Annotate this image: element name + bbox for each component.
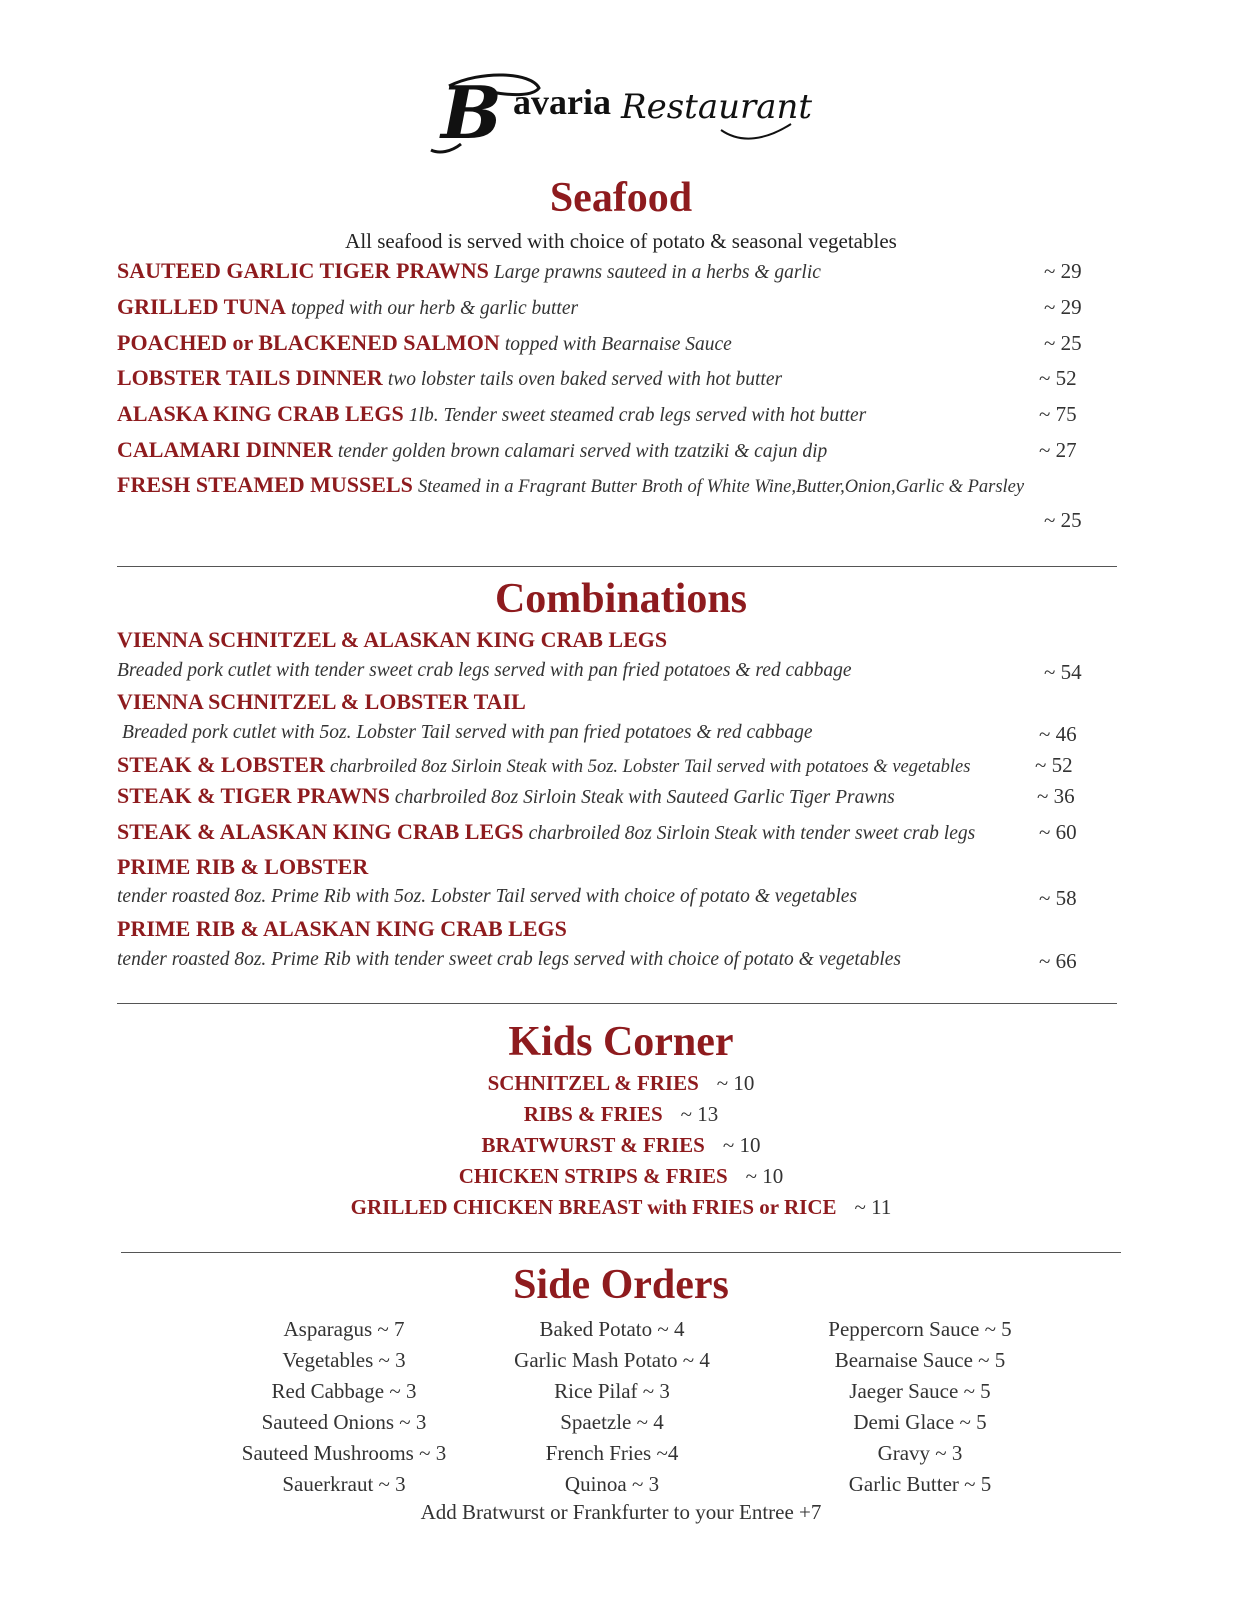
item-description: charbroiled 8oz Sirloin Steak with tender sweet crab legs (528, 823, 976, 844)
item-name: SCHNITZEL & FRIES (487, 1071, 699, 1095)
seafood-item (117, 401, 1117, 431)
item-name: CHICKEN STRIPS & FRIES (458, 1164, 728, 1188)
item-name: VIENNA SCHNITZEL & ALASKAN KING CRAB LEGS (117, 627, 668, 652)
item-description: Large prawns sauteed in a herbs & garlic (493, 262, 821, 283)
seafood-item (117, 258, 1117, 288)
item-price: ~ 66 (1039, 949, 1077, 973)
seafood-item (117, 294, 1117, 324)
side-item: Jaeger Sauce ~ 5 (849, 1379, 991, 1403)
seafood-item (117, 472, 1117, 532)
item-price: ~ 75 (1039, 402, 1077, 426)
side-item: Sauteed Onions ~ 3 (261, 1410, 427, 1434)
section-divider (117, 1003, 1117, 1004)
item-name: VIENNA SCHNITZEL & LOBSTER TAIL (117, 689, 526, 714)
item-description: tender roasted 8oz. Prime Rib with 5oz. Lobster Tail served with choice of potato & vegetables (117, 886, 858, 907)
side-item: French Fries ~4 (545, 1441, 679, 1465)
item-price: ~ 36 (1037, 784, 1075, 808)
item-name: ALASKA KING CRAB LEGS (117, 401, 404, 426)
item-price: ~ 60 (1039, 820, 1077, 844)
item-price: ~ 25 (1044, 508, 1082, 532)
seafood-item (117, 437, 1117, 467)
combination-item (117, 854, 1117, 884)
combination-item (117, 819, 1117, 849)
combination-item (117, 627, 1117, 657)
item-name: FRESH STEAMED MUSSELS (117, 472, 413, 497)
item-price: ~ 46 (1039, 722, 1077, 746)
side-item: Quinoa ~ 3 (564, 1472, 660, 1496)
item-price: ~ 10 (722, 1133, 761, 1157)
kids-item (0, 1164, 1242, 1189)
side-item: Vegetables ~ 3 (282, 1348, 406, 1372)
kids-corner-heading: Kids Corner (508, 1019, 734, 1065)
item-price: ~ 10 (745, 1164, 784, 1188)
item-name: GRILLED TUNA (117, 294, 286, 319)
kids-item (0, 1102, 1242, 1127)
section-divider (121, 1252, 1121, 1253)
side-item: Baked Potato ~ 4 (539, 1317, 685, 1341)
item-price: ~ 11 (854, 1195, 892, 1219)
side-item: Sauerkraut ~ 3 (282, 1472, 406, 1496)
item-price: ~ 52 (1035, 753, 1073, 777)
side-orders-column (452, 1314, 772, 1500)
side-item: Peppercorn Sauce ~ 5 (828, 1317, 1012, 1341)
side-item: Bearnaise Sauce ~ 5 (834, 1348, 1006, 1372)
side-item: Spaetzle ~ 4 (560, 1410, 664, 1434)
item-price: ~ 52 (1039, 366, 1077, 390)
item-price: ~ 10 (716, 1071, 755, 1095)
item-name: STEAK & LOBSTER (117, 752, 325, 777)
item-description: tender roasted 8oz. Prime Rib with tender sweet crab legs served with choice of potato & vegetables (117, 949, 902, 970)
item-price: ~ 29 (1044, 295, 1082, 319)
item-name: STEAK & ALASKAN KING CRAB LEGS (117, 819, 524, 844)
seafood-item (117, 365, 1117, 395)
item-name: BRATWURST & FRIES (481, 1133, 705, 1157)
item-description: topped with our herb & garlic butter (291, 298, 579, 319)
restaurant-logo (0, 66, 1242, 158)
item-description: charbroiled 8oz Sirloin Steak with Sauteed Garlic Tiger Prawns (394, 787, 895, 808)
item-name: SAUTEED GARLIC TIGER PRAWNS (117, 258, 489, 283)
kids-item (0, 1133, 1242, 1158)
item-price: ~ 25 (1044, 331, 1082, 355)
item-name: LOBSTER TAILS DINNER (117, 365, 383, 390)
item-price: ~ 29 (1044, 259, 1082, 283)
kids-item (0, 1071, 1242, 1096)
combination-item (117, 689, 1117, 719)
add-on-note: Add Bratwurst or Frankfurter to your Entree +7 (420, 1500, 822, 1524)
side-item: Demi Glace ~ 5 (853, 1410, 987, 1434)
item-name: GRILLED CHICKEN BREAST with FRIES or RICE (350, 1195, 837, 1219)
side-item: Asparagus ~ 7 (283, 1317, 405, 1341)
item-description: Breaded pork cutlet with 5oz. Lobster Tail served with pan fried potatoes & red cabbage (122, 722, 813, 743)
svg-text:B: B (441, 70, 502, 155)
item-description: 1lb. Tender sweet steamed crab legs served with hot butter (408, 405, 867, 426)
item-description: two lobster tails oven baked served with hot butter (387, 369, 783, 390)
side-orders-column (760, 1314, 1080, 1500)
item-name: PRIME RIB & LOBSTER (117, 854, 369, 879)
svg-text:avaria: avaria (513, 82, 611, 122)
side-item: Rice Pilaf ~ 3 (554, 1379, 670, 1403)
side-item: Garlic Mash Potato ~ 4 (514, 1348, 710, 1372)
item-price: ~ 13 (680, 1102, 719, 1126)
side-item: Sauteed Mushrooms ~ 3 (241, 1441, 447, 1465)
section-divider (117, 566, 1117, 567)
combinations-heading: Combinations (494, 576, 748, 622)
item-description: charbroiled 8oz Sirloin Steak with 5oz. Lobster Tail served with potatoes & vegetables (329, 757, 971, 777)
combination-item (117, 916, 1117, 946)
item-price: ~ 58 (1039, 886, 1077, 910)
item-price: ~ 54 (1044, 660, 1082, 684)
svg-text:Restaurant: Restaurant (621, 87, 813, 127)
seafood-note: All seafood is served with choice of potato & seasonal vegetables (345, 229, 897, 253)
combination-item (117, 752, 1117, 782)
item-price: ~ 27 (1039, 438, 1077, 462)
item-name: CALAMARI DINNER (117, 437, 333, 462)
combination-item (117, 783, 1117, 813)
item-description: Breaded pork cutlet with tender sweet crab legs served with pan fried potatoes & red cabbage (117, 660, 852, 681)
item-description: tender golden brown calamari served with tzatziki & cajun dip (337, 441, 828, 462)
item-name: POACHED or BLACKENED SALMON (117, 330, 500, 355)
item-description: topped with Bearnaise Sauce (504, 334, 732, 355)
kids-item (0, 1195, 1242, 1220)
side-orders-heading: Side Orders (513, 1262, 729, 1308)
item-name: RIBS & FRIES (523, 1102, 663, 1126)
seafood-heading: Seafood (549, 175, 693, 221)
side-item: Gravy ~ 3 (877, 1441, 963, 1465)
side-item: Red Cabbage ~ 3 (271, 1379, 417, 1403)
item-description: Steamed in a Fragrant Butter Broth of White Wine,Butter,Onion,Garlic & Parsley (417, 477, 1025, 497)
side-item: Garlic Butter ~ 5 (848, 1472, 992, 1496)
item-name: STEAK & TIGER PRAWNS (117, 783, 390, 808)
item-name: PRIME RIB & ALASKAN KING CRAB LEGS (117, 916, 567, 941)
seafood-item (117, 330, 1117, 360)
